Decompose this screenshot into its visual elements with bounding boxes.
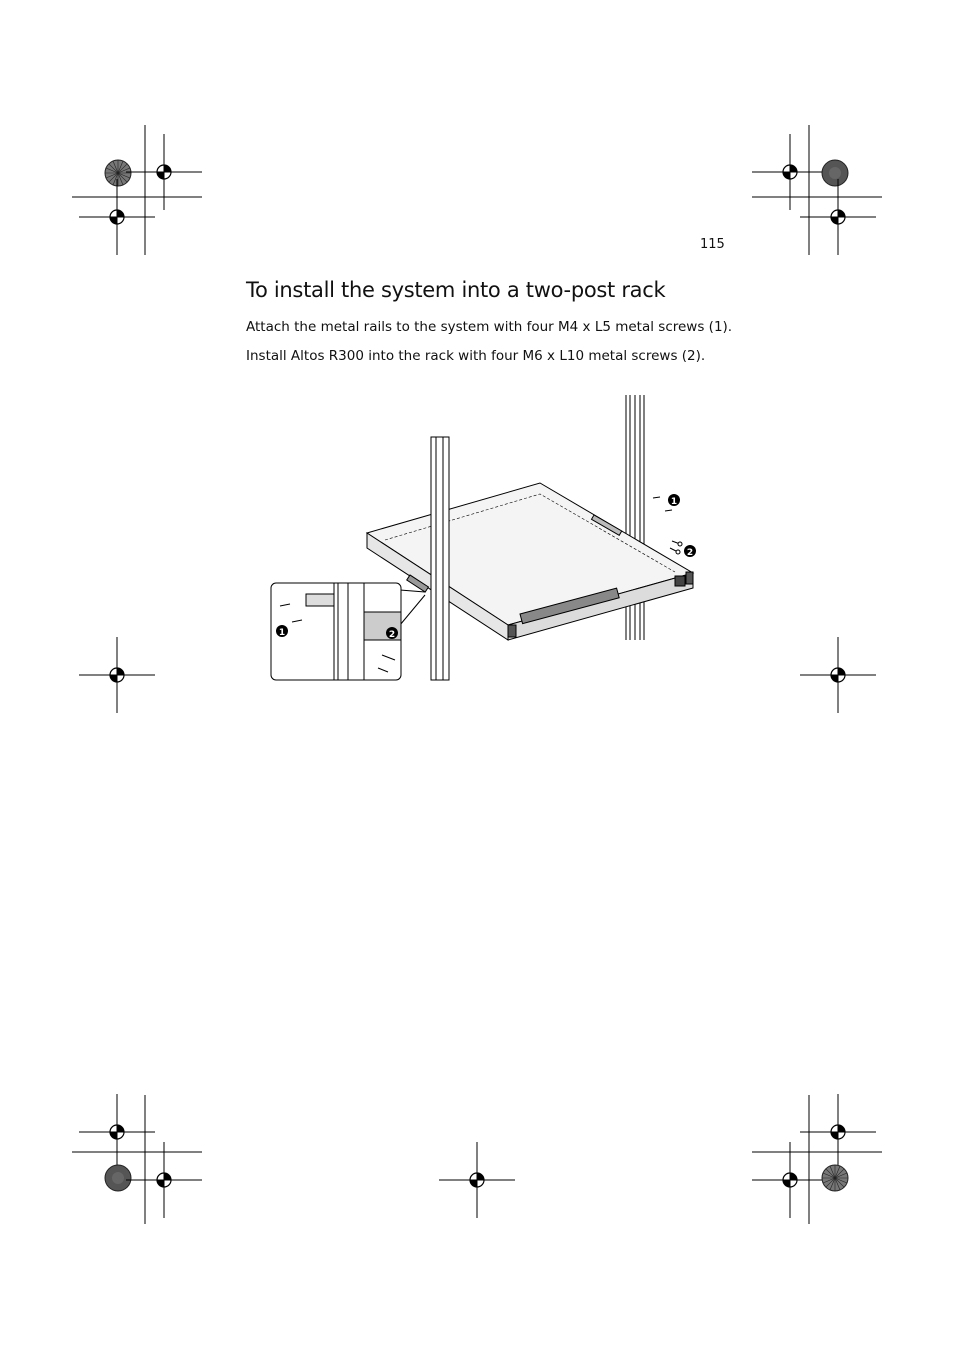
page-number: 115 [700, 237, 725, 252]
svg-text:1: 1 [278, 628, 286, 638]
instruction-step-1: Attach the metal rails to the system with four M4 x L5 metal screws (1). [246, 319, 733, 335]
callout-2-right [684, 545, 696, 558]
svg-text:2: 2 [686, 548, 694, 558]
svg-text:2: 2 [388, 630, 396, 640]
screws-right [653, 497, 682, 554]
instruction-step-2: Install Altos R300 into the rack with four M6 x L10 metal screws (2). [246, 348, 706, 364]
section-title: To install the system into a two-post rack [246, 278, 666, 302]
callout-1-right [668, 494, 680, 507]
detail-inset [271, 583, 425, 680]
rack-post-left [431, 437, 449, 680]
svg-text:1: 1 [670, 497, 678, 507]
